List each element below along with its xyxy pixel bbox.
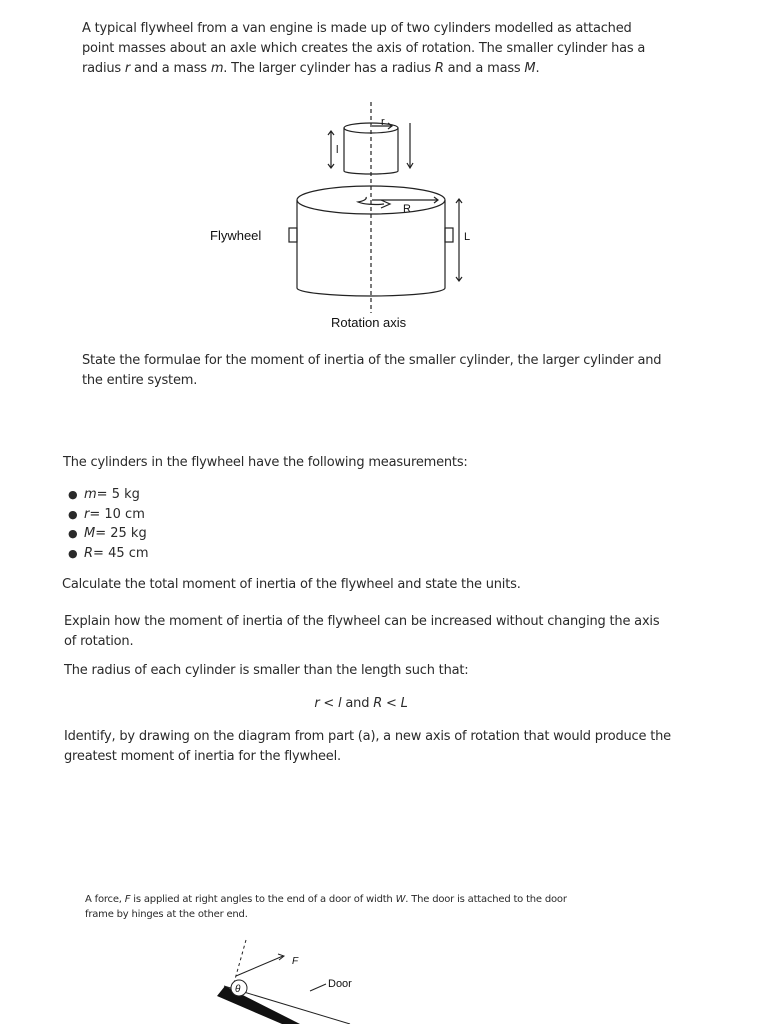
var-R: R bbox=[373, 696, 383, 711]
theta-label: θ bbox=[235, 984, 241, 995]
var-r: r bbox=[124, 61, 131, 76]
large-radius-label: R bbox=[403, 203, 411, 215]
var-M: M bbox=[524, 61, 536, 76]
lt-sign: < bbox=[382, 696, 401, 711]
list-item: ● r = 10 cm bbox=[68, 505, 149, 525]
door-text: is applied at right angles to the end of a door of width bbox=[130, 894, 396, 905]
intro-text: A typical flywheel from a van engine is made up of two cylinders modelled as attached point masses about an axle which creates the axis of rotation. The smaller cylinder has a radius bbox=[82, 21, 646, 76]
force-arrow bbox=[236, 956, 283, 976]
rotation-axis-label: Rotation axis bbox=[331, 315, 407, 330]
left-tab bbox=[289, 228, 297, 242]
small-radius-label: r bbox=[381, 116, 385, 128]
question-d: Identify, by drawing on the diagram from part (a), a new axis of rotation that would produce the greatest moment of inertia for the flywheel. bbox=[64, 729, 671, 764]
measurements-list bbox=[68, 485, 149, 563]
door-leader-line bbox=[310, 984, 326, 991]
measurements-intro: The cylinders in the flywheel have the following measurements: bbox=[63, 455, 468, 470]
var-r: r bbox=[314, 696, 320, 711]
intro-text: . bbox=[535, 61, 540, 76]
door-label: Door bbox=[328, 978, 352, 990]
var-R: R bbox=[434, 61, 444, 76]
measure-value: = 25 kg bbox=[95, 526, 147, 541]
var-W: W bbox=[395, 894, 406, 905]
force-label: F bbox=[292, 956, 299, 967]
large-length-label: L bbox=[464, 231, 471, 243]
lt-sign: < bbox=[319, 696, 339, 711]
question-b: Calculate the total moment of inertia of the flywheel and state the units. bbox=[62, 577, 521, 592]
radius-statement: The radius of each cylinder is smaller than the length such that: bbox=[64, 663, 469, 678]
var-F: F bbox=[124, 894, 131, 905]
measure-var: r bbox=[84, 506, 90, 522]
list-item: ● m = 5 kg bbox=[68, 485, 149, 505]
intro-text: . The larger cylinder has a radius bbox=[223, 61, 435, 76]
list-item: ● M = 25 kg bbox=[68, 524, 149, 544]
door-paragraph bbox=[85, 892, 585, 922]
measure-var: m bbox=[84, 487, 97, 502]
var-l: l bbox=[338, 696, 342, 711]
measure-var: R bbox=[84, 545, 94, 561]
list-item: ● R = 45 cm bbox=[68, 544, 149, 564]
door-diagram bbox=[0, 930, 768, 1024]
right-tab bbox=[445, 228, 453, 242]
flywheel-label: Flywheel bbox=[210, 228, 262, 243]
small-length-label: l bbox=[336, 144, 339, 156]
flywheel-diagram bbox=[0, 0, 768, 340]
intro-text: and a mass bbox=[443, 61, 525, 76]
inequality bbox=[0, 694, 722, 714]
and-text: and bbox=[341, 696, 374, 711]
door-text: . The door is attached to the door frame by hinges at the other end. bbox=[85, 894, 567, 920]
measure-var: M bbox=[84, 526, 96, 541]
measure-value: = 5 kg bbox=[96, 487, 140, 502]
question-a: State the formulae for the moment of inertia of the smaller cylinder, the larger cylinder and the entire system. bbox=[82, 353, 662, 388]
question-c: Explain how the moment of inertia of the flywheel can be increased without changing the axis of rotation. bbox=[64, 614, 660, 649]
door-text: A force, bbox=[85, 894, 125, 905]
var-L: L bbox=[400, 696, 408, 711]
measure-value: = 45 cm bbox=[93, 545, 149, 561]
intro-text: and a mass bbox=[130, 61, 211, 76]
measure-value: = 10 cm bbox=[89, 506, 145, 522]
var-m: m bbox=[210, 61, 224, 76]
